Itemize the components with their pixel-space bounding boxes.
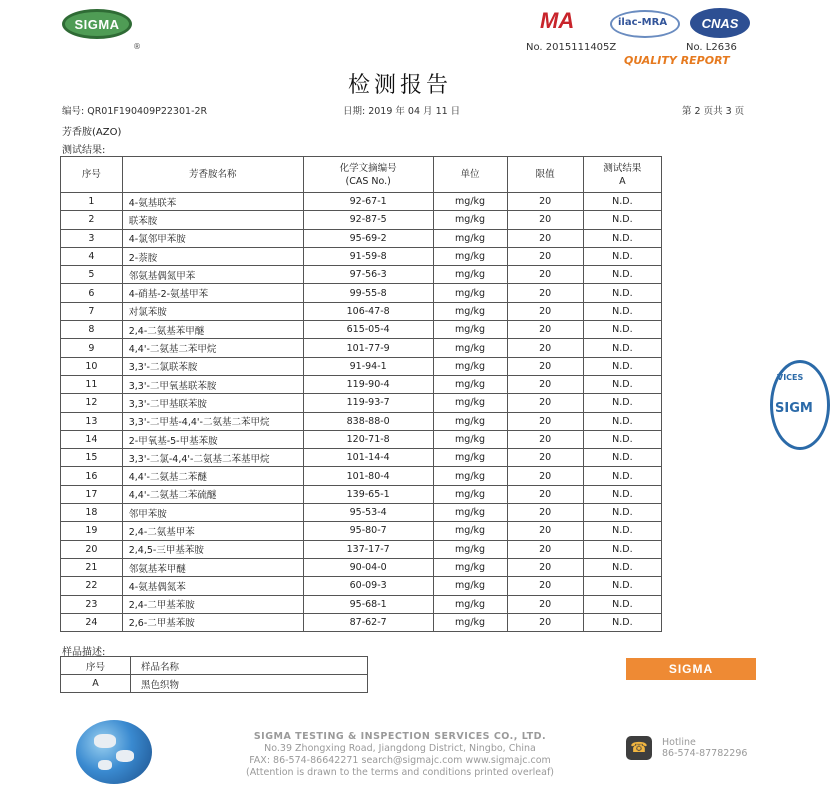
unit: mg/kg <box>433 375 507 393</box>
unit: mg/kg <box>433 430 507 448</box>
amine-name: 邻氨基偶氮甲苯 <box>122 266 303 284</box>
amine-name: 4-氯邻甲苯胺 <box>122 229 303 247</box>
col-name: 芳香胺名称 <box>122 157 303 193</box>
test-result: N.D. <box>583 595 661 613</box>
cas-number: 97-56-3 <box>303 266 433 284</box>
cas-number: 139-65-1 <box>303 485 433 503</box>
unit: mg/kg <box>433 394 507 412</box>
results-table <box>60 156 662 632</box>
cas-number: 101-77-9 <box>303 339 433 357</box>
cas-number: 95-68-1 <box>303 595 433 613</box>
limit-value: 20 <box>507 595 583 613</box>
amine-name: 4-氨基偶氮苯 <box>122 577 303 595</box>
row-number: 20 <box>61 540 123 558</box>
test-result: N.D. <box>583 229 661 247</box>
unit: mg/kg <box>433 540 507 558</box>
report-header <box>0 0 800 70</box>
amine-name: 2,4-二氨基甲苯 <box>122 522 303 540</box>
amine-name: 2,6-二甲基苯胺 <box>122 613 303 631</box>
limit-value: 20 <box>507 412 583 430</box>
cas-number: 106-47-8 <box>303 302 433 320</box>
cas-number: 615-05-4 <box>303 321 433 339</box>
cas-number: 838-88-0 <box>303 412 433 430</box>
limit-value: 20 <box>507 302 583 320</box>
amine-name: 4-氨基联苯 <box>122 193 303 211</box>
amine-name: 3,3'-二甲氧基联苯胺 <box>122 375 303 393</box>
footer-attention: (Attention is drawn to the terms and conditions printed overleaf) <box>246 767 554 778</box>
cas-number: 95-53-4 <box>303 504 433 522</box>
limit-value: 20 <box>507 540 583 558</box>
table-row <box>61 229 662 247</box>
unit: mg/kg <box>433 211 507 229</box>
limit-value: 20 <box>507 449 583 467</box>
row-number: 22 <box>61 577 123 595</box>
limit-value: 20 <box>507 613 583 631</box>
test-result: N.D. <box>583 412 661 430</box>
limit-value: 20 <box>507 247 583 265</box>
limit-value: 20 <box>507 394 583 412</box>
test-result: N.D. <box>583 375 661 393</box>
col-limit: 限值 <box>507 157 583 193</box>
certification-logos <box>540 6 760 42</box>
limit-value: 20 <box>507 284 583 302</box>
unit: mg/kg <box>433 284 507 302</box>
row-number: 8 <box>61 321 123 339</box>
row-number: 6 <box>61 284 123 302</box>
row-number: 13 <box>61 412 123 430</box>
table-row <box>61 577 662 595</box>
row-number: 7 <box>61 302 123 320</box>
test-result: N.D. <box>583 467 661 485</box>
row-number: 12 <box>61 394 123 412</box>
table-row <box>61 375 662 393</box>
cas-number: 91-94-1 <box>303 357 433 375</box>
table-row <box>61 485 662 503</box>
cma-cert-number: No. 2015111405Z <box>526 42 617 53</box>
table-row <box>61 357 662 375</box>
test-result: N.D. <box>583 247 661 265</box>
cas-number: 119-93-7 <box>303 394 433 412</box>
amine-name: 联苯胺 <box>122 211 303 229</box>
test-result: N.D. <box>583 504 661 522</box>
col-no: 序号 <box>61 157 123 193</box>
row-number: 1 <box>61 193 123 211</box>
amine-name: 4-硝基-2-氨基甲苯 <box>122 284 303 302</box>
ilac-mra-logo: ilac-MRA <box>610 10 680 38</box>
footer-address: No.39 Zhongxing Road, Jiangdong District, Ningbo, China <box>264 743 536 754</box>
row-number: 11 <box>61 375 123 393</box>
limit-value: 20 <box>507 558 583 576</box>
table-row <box>61 449 662 467</box>
cnas-logo: CNAS <box>690 8 750 38</box>
row-number: 17 <box>61 485 123 503</box>
limit-value: 20 <box>507 229 583 247</box>
sample-id: A <box>61 675 131 693</box>
side-stamp: VICES SIGM <box>770 360 830 450</box>
amine-name: 4,4'-二氨基二苯硫醚 <box>122 485 303 503</box>
footer-company: SIGMA TESTING & INSPECTION SERVICES CO., LTD. <box>253 731 547 742</box>
amine-name: 3,3'-二甲基联苯胺 <box>122 394 303 412</box>
table-row <box>61 467 662 485</box>
unit: mg/kg <box>433 577 507 595</box>
sample-header-row <box>61 657 368 675</box>
table-row <box>61 211 662 229</box>
table-row <box>61 522 662 540</box>
limit-value: 20 <box>507 577 583 595</box>
test-result: N.D. <box>583 449 661 467</box>
quality-report-label: QUALITY REPORT <box>624 54 730 67</box>
amine-name: 4,4'-二氨基二苯甲烷 <box>122 339 303 357</box>
results-label: 测试结果: <box>62 145 106 156</box>
cas-number: 95-69-2 <box>303 229 433 247</box>
row-number: 19 <box>61 522 123 540</box>
limit-value: 20 <box>507 339 583 357</box>
phone-icon: ☎ <box>626 736 652 760</box>
row-number: 15 <box>61 449 123 467</box>
row-number: 2 <box>61 211 123 229</box>
table-row <box>61 558 662 576</box>
unit: mg/kg <box>433 522 507 540</box>
limit-value: 20 <box>507 211 583 229</box>
limit-value: 20 <box>507 430 583 448</box>
test-result: N.D. <box>583 193 661 211</box>
table-row <box>61 247 662 265</box>
table-row <box>61 321 662 339</box>
table-row <box>61 339 662 357</box>
amine-name: 4,4'-二氨基二苯醚 <box>122 467 303 485</box>
test-result: N.D. <box>583 540 661 558</box>
test-result: N.D. <box>583 485 661 503</box>
unit: mg/kg <box>433 467 507 485</box>
amine-name: 2,4-二甲基苯胺 <box>122 595 303 613</box>
row-number: 14 <box>61 430 123 448</box>
hotline-label: Hotline <box>662 737 696 748</box>
unit: mg/kg <box>433 412 507 430</box>
cas-number: 95-80-7 <box>303 522 433 540</box>
amine-name: 3,3'-二氯-4,4'-二氨基二苯基甲烷 <box>122 449 303 467</box>
limit-value: 20 <box>507 375 583 393</box>
hotline-number: 86-574-87782296 <box>662 748 748 759</box>
row-number: 4 <box>61 247 123 265</box>
table-header-row <box>61 157 662 193</box>
table-row <box>61 193 662 211</box>
test-result: N.D. <box>583 321 661 339</box>
limit-value: 20 <box>507 357 583 375</box>
amine-name: 2-甲氧基-5-甲基苯胺 <box>122 430 303 448</box>
test-result: N.D. <box>583 613 661 631</box>
test-result: N.D. <box>583 577 661 595</box>
sigma-badge: SIGMA <box>626 658 756 680</box>
unit: mg/kg <box>433 595 507 613</box>
unit: mg/kg <box>433 266 507 284</box>
sample-col-name: 样品名称 <box>131 657 368 675</box>
table-row <box>61 412 662 430</box>
test-result: N.D. <box>583 302 661 320</box>
limit-value: 20 <box>507 485 583 503</box>
table-row <box>61 504 662 522</box>
unit: mg/kg <box>433 321 507 339</box>
test-result: N.D. <box>583 357 661 375</box>
unit: mg/kg <box>433 613 507 631</box>
cas-number: 101-14-4 <box>303 449 433 467</box>
row-number: 9 <box>61 339 123 357</box>
sample-row <box>61 675 368 693</box>
amine-name: 2,4,5-三甲基苯胺 <box>122 540 303 558</box>
row-number: 24 <box>61 613 123 631</box>
cas-number: 101-80-4 <box>303 467 433 485</box>
row-number: 5 <box>61 266 123 284</box>
row-number: 3 <box>61 229 123 247</box>
col-result: 测试结果 A <box>583 157 661 193</box>
table-row <box>61 394 662 412</box>
table-row <box>61 266 662 284</box>
cas-number: 119-90-4 <box>303 375 433 393</box>
amine-name: 邻氨基苯甲醚 <box>122 558 303 576</box>
test-result: N.D. <box>583 430 661 448</box>
test-result: N.D. <box>583 339 661 357</box>
unit: mg/kg <box>433 302 507 320</box>
limit-value: 20 <box>507 266 583 284</box>
page-title: 检测报告 <box>347 73 452 98</box>
limit-value: 20 <box>507 321 583 339</box>
test-result: N.D. <box>583 284 661 302</box>
test-result: N.D. <box>583 558 661 576</box>
test-result: N.D. <box>583 211 661 229</box>
amine-name: 邻甲苯胺 <box>122 504 303 522</box>
table-row <box>61 430 662 448</box>
cas-number: 92-87-5 <box>303 211 433 229</box>
row-number: 21 <box>61 558 123 576</box>
report-number: 编号: QR01F190409P22301-2R <box>62 106 208 117</box>
test-result: N.D. <box>583 266 661 284</box>
cas-number: 90-04-0 <box>303 558 433 576</box>
unit: mg/kg <box>433 485 507 503</box>
cas-number: 137-17-7 <box>303 540 433 558</box>
sample-title: 样品描述: <box>62 647 106 658</box>
cnas-cert-number: No. L2636 <box>686 42 737 53</box>
unit: mg/kg <box>433 193 507 211</box>
table-row <box>61 540 662 558</box>
table-row <box>61 302 662 320</box>
amine-name: 3,3'-二氯联苯胺 <box>122 357 303 375</box>
limit-value: 20 <box>507 522 583 540</box>
unit: mg/kg <box>433 558 507 576</box>
sigma-logo <box>62 6 136 46</box>
cas-number: 99-55-8 <box>303 284 433 302</box>
unit: mg/kg <box>433 357 507 375</box>
table-row <box>61 613 662 631</box>
amine-name: 对氯苯胺 <box>122 302 303 320</box>
amine-name: 3,3'-二甲基-4,4'-二氨基二苯甲烷 <box>122 412 303 430</box>
limit-value: 20 <box>507 467 583 485</box>
unit: mg/kg <box>433 247 507 265</box>
cas-number: 92-67-1 <box>303 193 433 211</box>
sample-table <box>60 656 368 693</box>
unit: mg/kg <box>433 504 507 522</box>
sigma-logo-text: SIGMA <box>74 16 120 32</box>
row-number: 10 <box>61 357 123 375</box>
report-date: 日期: 2019 年 04 月 11 日 <box>343 106 461 117</box>
sample-col-no: 序号 <box>61 657 131 675</box>
registered-mark: ® <box>133 42 141 51</box>
page-number: 第 2 页共 3 页 <box>682 106 745 117</box>
amine-name: 2,4-二氨基苯甲醚 <box>122 321 303 339</box>
section-title: 芳香胺(AZO) <box>62 127 122 138</box>
cas-number: 87-62-7 <box>303 613 433 631</box>
unit: mg/kg <box>433 339 507 357</box>
row-number: 23 <box>61 595 123 613</box>
footer-contact: FAX: 86-574-86642271 search@sigmajc.com www.sigmajc.com <box>249 755 551 766</box>
cas-number: 91-59-8 <box>303 247 433 265</box>
row-number: 18 <box>61 504 123 522</box>
cma-logo: MA <box>540 8 575 33</box>
row-number: 16 <box>61 467 123 485</box>
unit: mg/kg <box>433 229 507 247</box>
test-result: N.D. <box>583 522 661 540</box>
limit-value: 20 <box>507 504 583 522</box>
amine-name: 2-萘胺 <box>122 247 303 265</box>
table-row <box>61 595 662 613</box>
test-result: N.D. <box>583 394 661 412</box>
sample-name: 黑色织物 <box>131 675 368 693</box>
table-row <box>61 284 662 302</box>
col-unit: 单位 <box>433 157 507 193</box>
col-cas: 化学文摘编号 (CAS No.) <box>303 157 433 193</box>
cas-number: 60-09-3 <box>303 577 433 595</box>
unit: mg/kg <box>433 449 507 467</box>
cas-number: 120-71-8 <box>303 430 433 448</box>
limit-value: 20 <box>507 193 583 211</box>
